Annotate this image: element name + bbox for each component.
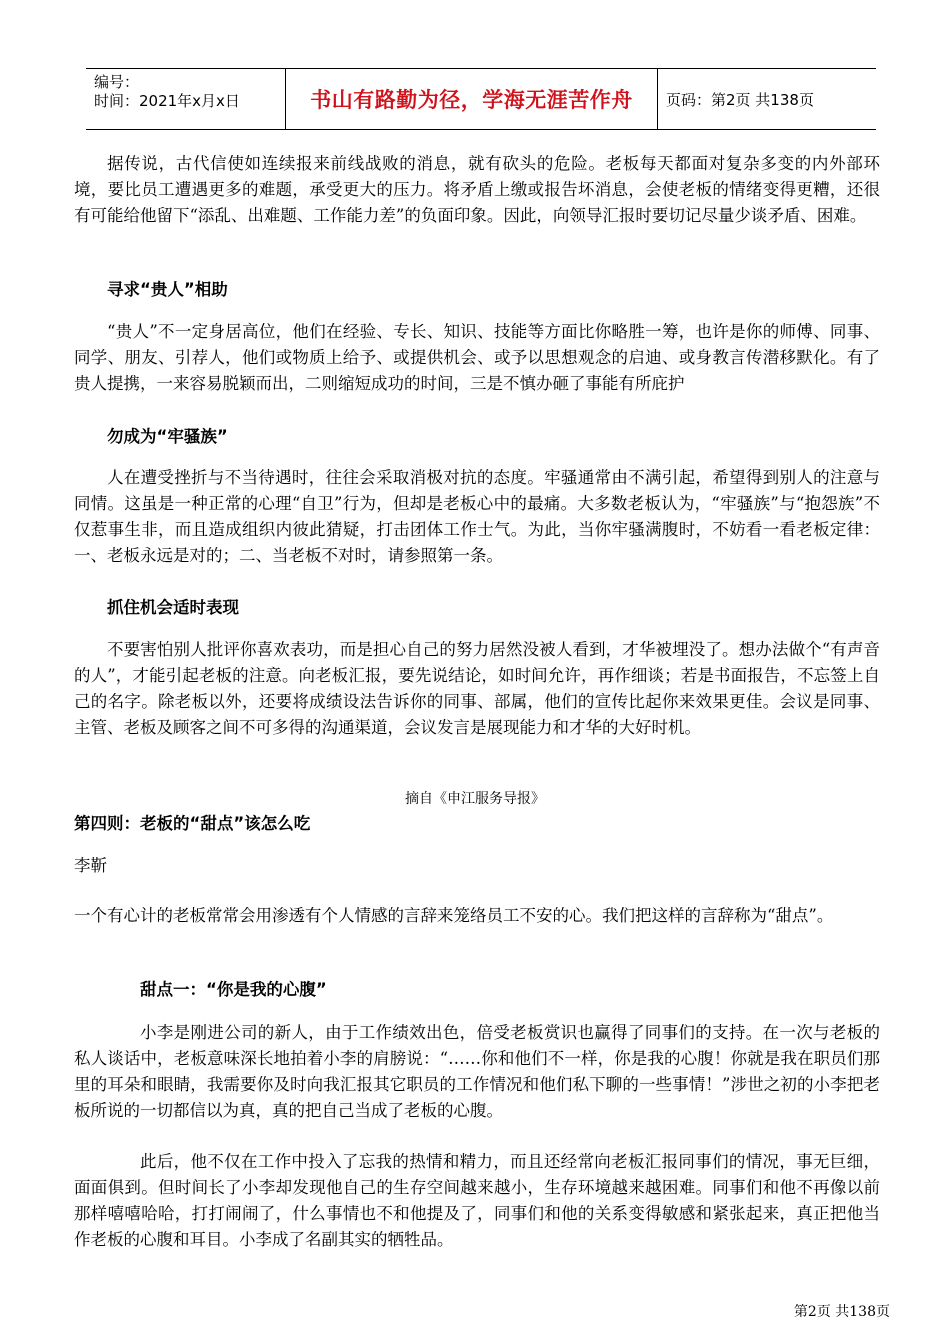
paragraph: 据传说，古代信使如连续报来前线战败的消息，就有砍头的危险。老板每天都面对复杂多变的内外部环境，要比员工遭遇更多的难题，承受更大的压力。将矛盾上缴或报告坏消息，会使老板的情绪变得更糟，还很有可能给他留下“添乱、出难题、工作能力差”的负面印象。因此，向领导汇报时要切记尽量少谈矛盾、困难。 [74, 154, 880, 225]
section-heading: 抓住机会适时表现 [107, 598, 239, 617]
paragraph: 小李是刚进公司的新人，由于工作绩效出色，倍受老板赏识也赢得了同事们的支持。在一次与老板的私人谈话中，老板意味深长地拍着小李的肩膀说：“……你和他们不一样，你是我的心腹！你就是我在职员们那里的耳朵和眼睛，我需要你及时向我汇报其它职员的工作情况和他们私下聊的一些事情！”涉世之初的小李把老板所说的一切都信以为真，真的把自己当成了老板的心腹。 [74, 1023, 880, 1120]
section-heading: 寻求“贵人”相助 [107, 280, 228, 299]
author-name: 李靳 [74, 856, 107, 875]
section-heading: 勿成为“牢骚族” [107, 427, 228, 446]
header-page-label: 页码：第2页 共138页 [666, 90, 814, 109]
time-label: 时间：2021年x月x日 [94, 92, 240, 110]
section-heading: 甜点一：“你是我的心腹” [140, 980, 327, 999]
source-credit: 摘自《申江服务导报》 [405, 791, 545, 807]
paragraph: 一个有心计的老板常常会用渗透有个人情感的言辞来笼络员工不安的心。我们把这样的言辞称为“甜点”。 [74, 906, 834, 925]
page-header [86, 68, 876, 130]
paragraph: 人在遭受挫折与不当待遇时，往往会采取消极对抗的态度。牢骚通常由不满引起，希望得到别人的注意与同情。这虽是一种正常的心理“自卫”行为，但却是老板心中的最痛。大多数老板认为，“牢骚族”与“抱怨族”不仅惹事生非，而且造成组织内彼此猜疑，打击团体工作士气。为此，当你牢骚满腹时，不妨看一看老板定律：一、老板永远是对的；二、当老板不对时，请参照第一条。 [74, 468, 880, 565]
header-meta [86, 69, 286, 129]
paragraph: 此后，他不仅在工作中投入了忘我的热情和精力，而且还经常向老板汇报同事们的情况，事无巨细，面面俱到。但时间长了小李却发现他自己的生存空间越来越小，生存环境越来越困难。同事们和他不再像以前那样嘻嘻哈哈，打打闹闹了，什么事情也不和他提及了，同事们和他的关系变得敏感和紧张起来，真正把他当作老板的心腹和耳目。小李成了名副其实的牺牲品。 [74, 1152, 880, 1249]
paragraph: 不要害怕别人批评你喜欢表功，而是担心自己的努力居然没被人看到，才华被埋没了。想办法做个“有声音的人”，才能引起老板的注意。向老板汇报，要先说结论，如时间允许，再作细谈；若是书面报告，不忘签上自己的名字。除老板以外，还要将成绩设法告诉你的同事、部属，他们的宣传比起你来效果更佳。会议是同事、主管、老板及顾客之间不可多得的沟通渠道，会议发言是展现能力和才华的大好时机。 [74, 640, 880, 737]
chapter-title: 第四则：老板的“甜点”该怎么吃 [74, 814, 311, 833]
paragraph: “贵人”不一定身居高位，他们在经验、专长、知识、技能等方面比你略胜一筹，也许是你的师傅、同事、同学、朋友、引荐人，他们或物质上给予、或提供机会、或予以思想观念的启迪、或身教言传潜移默化。有了贵人提携，一来容易脱颖而出，二则缩短成功的时间，三是不慎办砸了事能有所庇护 [74, 322, 880, 393]
header-motto: 书山有路勤为径，学海无涯苦作舟 [286, 69, 658, 129]
page-footer: 第2页 共138页 [793, 1304, 890, 1320]
number-label: 编号： [94, 73, 140, 91]
